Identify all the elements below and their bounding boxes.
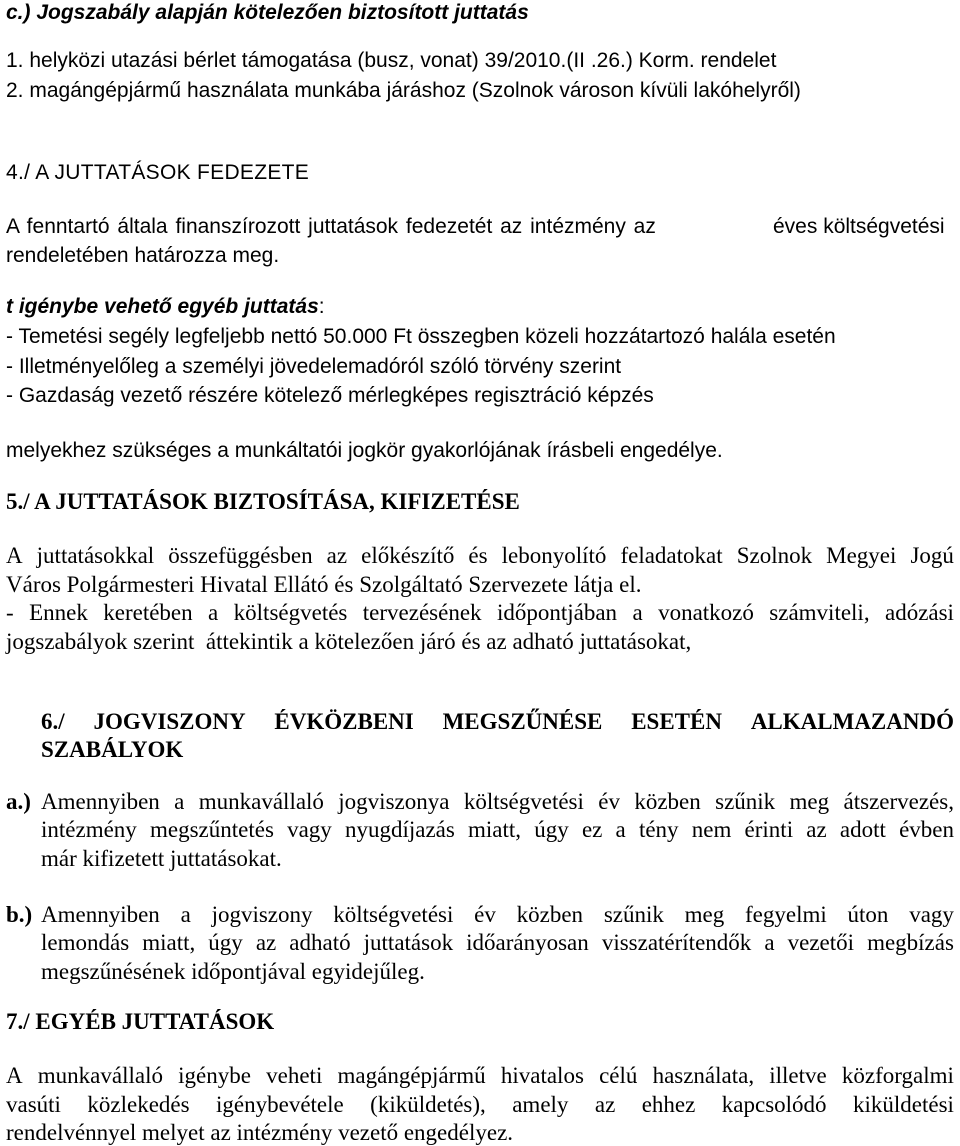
section-4-title: 4./ A JUTTATÁSOK FEDEZETE (6, 161, 310, 184)
word: amely (512, 1092, 569, 1117)
word: JOGVISZONY (93, 709, 246, 734)
word: úgy (534, 817, 569, 842)
word: meg (789, 789, 830, 814)
word: Amennyiben (41, 902, 160, 927)
word: a (764, 930, 775, 955)
word: átszervezés, (843, 789, 954, 814)
word: előkészítő (361, 543, 455, 568)
word: a (180, 902, 191, 927)
section-7-line1 (6, 1064, 954, 1087)
word: magángépjármű (337, 1063, 486, 1088)
word: úgy (208, 930, 243, 955)
word: közben (634, 789, 701, 814)
word: nyugdíjazás (344, 817, 455, 842)
word: megbízás (867, 930, 954, 955)
word: a (174, 789, 185, 814)
word: szűnik (715, 789, 776, 814)
word: a (632, 600, 643, 625)
word: a (615, 817, 626, 842)
word: A (6, 1063, 23, 1088)
section-6-title-line2: SZABÁLYOK (41, 737, 184, 762)
word: ALKALMAZANDÓ (750, 709, 954, 734)
word: időarányosan (466, 930, 589, 955)
item-b-line3: megszűnésének időpontjával egyidejűleg. (41, 959, 425, 984)
word: hivatalos (500, 1063, 584, 1088)
word: tervezésének (362, 600, 482, 625)
word: - (6, 600, 14, 625)
other-benefit-item-2: - Illetményelőleg a személyi jövedelemadóról szóló törvény szerint (6, 355, 622, 378)
word: Szolnok (736, 543, 813, 568)
section-c-item-1: 1. helyközi utazási bérlet támogatása (busz, vonat) 39/2010.(II .26.) Korm. rendelet (6, 49, 777, 72)
word: közforgalmi (841, 1063, 954, 1088)
word: közlekedés (87, 1092, 190, 1117)
word: használata, (652, 1063, 755, 1088)
word: adható (289, 930, 351, 955)
word: és (468, 543, 488, 568)
word: munkavállaló (198, 789, 324, 814)
word: számviteli, (769, 600, 870, 625)
section-5-title: 5./ A JUTTATÁSOK BIZTOSÍTÁSA, KIFIZETÉSE (6, 489, 520, 514)
word: lebonyolító (501, 543, 607, 568)
section-4-para-line1-left: A fenntartó általa finanszírozott juttatások fedezetét az intézmény az (6, 215, 656, 238)
word: igénybevétele (216, 1092, 344, 1117)
section-4-para-line2: rendeletében határozza meg. (6, 244, 280, 267)
section-4-para-line1-right: éves költségvetési (773, 215, 945, 238)
item-b-label: b.) (6, 902, 33, 927)
word: év (474, 902, 496, 927)
item-b-line1 (41, 903, 954, 926)
word: vonatkozó (658, 600, 754, 625)
word: lemondás (41, 930, 130, 955)
item-a-line2 (41, 818, 954, 841)
word: miatt, (142, 930, 196, 955)
word: érinti (744, 817, 794, 842)
word: megszűntetés (149, 817, 274, 842)
word: az (255, 930, 277, 955)
word: Amennyiben (41, 789, 160, 814)
word: meg (684, 902, 725, 927)
section-5-p1-line1 (6, 544, 954, 567)
word: visszatérítendők (601, 930, 752, 955)
word: igénybe (178, 1063, 251, 1088)
other-benefit-item-1: - Temetési segély legfeljebb nettó 50.000 Ft összegben közeli hozzátartozó halála esetén (6, 325, 836, 348)
word: az (806, 817, 827, 842)
word: Jogú (910, 543, 954, 568)
section-5-p2-line2: jogszabályok szerint áttekintik a kötelezően járó és az adható juttatásokat, (6, 629, 692, 654)
word: tény (638, 817, 679, 842)
word: jogviszonya (338, 789, 450, 814)
word: szűnik (603, 902, 664, 927)
word: költségvetési (333, 902, 454, 927)
other-benefit-item-3: - Gazdaság vezető részére kötelező mérlegképes regisztráció képzés (6, 384, 654, 407)
word: évben (899, 817, 954, 842)
word: ez (581, 817, 603, 842)
word: (kiküldetés), (370, 1092, 486, 1117)
word: vasúti (6, 1092, 61, 1117)
word: kapcsolódó (721, 1092, 827, 1117)
word: illetve (769, 1063, 827, 1088)
word: az (594, 1092, 616, 1117)
word: miatt, (468, 817, 522, 842)
word: A (6, 543, 23, 568)
word: költségvetési (463, 789, 584, 814)
word: MEGSZŰNÉSE (442, 709, 603, 734)
word: juttatásokkal (36, 543, 155, 568)
section-7-line2 (6, 1093, 954, 1116)
word: vagy (287, 817, 332, 842)
word: munkavállaló (37, 1063, 163, 1088)
item-a-label: a.) (6, 789, 31, 814)
word: a (208, 600, 219, 625)
word: ESETÉN (631, 709, 722, 734)
word: ehhez (641, 1092, 696, 1117)
section-c-title: c.) Jogszabály alapján kötelezően biztosított juttatás (6, 1, 529, 24)
word: időpontjában (496, 600, 618, 625)
word: keretében (103, 600, 193, 625)
word: költségvetés (233, 600, 348, 625)
word: feladatokat (620, 543, 723, 568)
section-5-p1-line2: Város Polgármesteri Hivatal Ellátó és Szolgáltató Szervezete látja el. (6, 572, 642, 597)
item-b-line2 (41, 931, 954, 954)
other-benefits-colon: : (318, 295, 325, 318)
item-a-line3: már kifizetett juttatásokat. (41, 846, 282, 871)
word: jogviszony (211, 902, 313, 927)
word: év (598, 789, 620, 814)
word: Megyei (826, 543, 897, 568)
word: ÉVKÖZBENI (274, 709, 414, 734)
section-c-item-2: 2. magángépjármű használata munkába járáshoz (Szolnok városon kívüli lakóhelyről) (6, 79, 801, 102)
word: úton (847, 902, 889, 927)
word: adott (839, 817, 886, 842)
word: 6./ (41, 709, 65, 734)
word: vagy (909, 902, 954, 927)
section-7-line3: rendelvénnyel melyet az intézmény vezető engedélyez. (6, 1120, 514, 1145)
word: összefüggésben (168, 543, 313, 568)
section-7-title: 7./ EGYÉB JUTTATÁSOK (6, 1009, 275, 1034)
word: célú (599, 1063, 638, 1088)
word: közben (516, 902, 584, 927)
word: veheti (266, 1063, 323, 1088)
section-5-p2-line1 (6, 601, 954, 624)
other-benefits-heading (6, 296, 325, 317)
word: az (326, 543, 348, 568)
word: vezetői (787, 930, 855, 955)
section-4-note: melyekhez szükséges a munkáltatói jogkör gyakorlójának írásbeli engedélye. (6, 439, 723, 462)
word: nem (691, 817, 732, 842)
word: fegyelmi (745, 902, 827, 927)
word: intézmény (41, 817, 137, 842)
word: juttatások (363, 930, 454, 955)
other-benefits-title: t igénybe vehető egyéb juttatás (6, 295, 319, 318)
word: adózási (884, 600, 954, 625)
section-6-title-line1 (41, 710, 954, 733)
item-a-line1 (41, 790, 954, 813)
word: kiküldetési (853, 1092, 954, 1117)
word: Ennek (29, 600, 88, 625)
